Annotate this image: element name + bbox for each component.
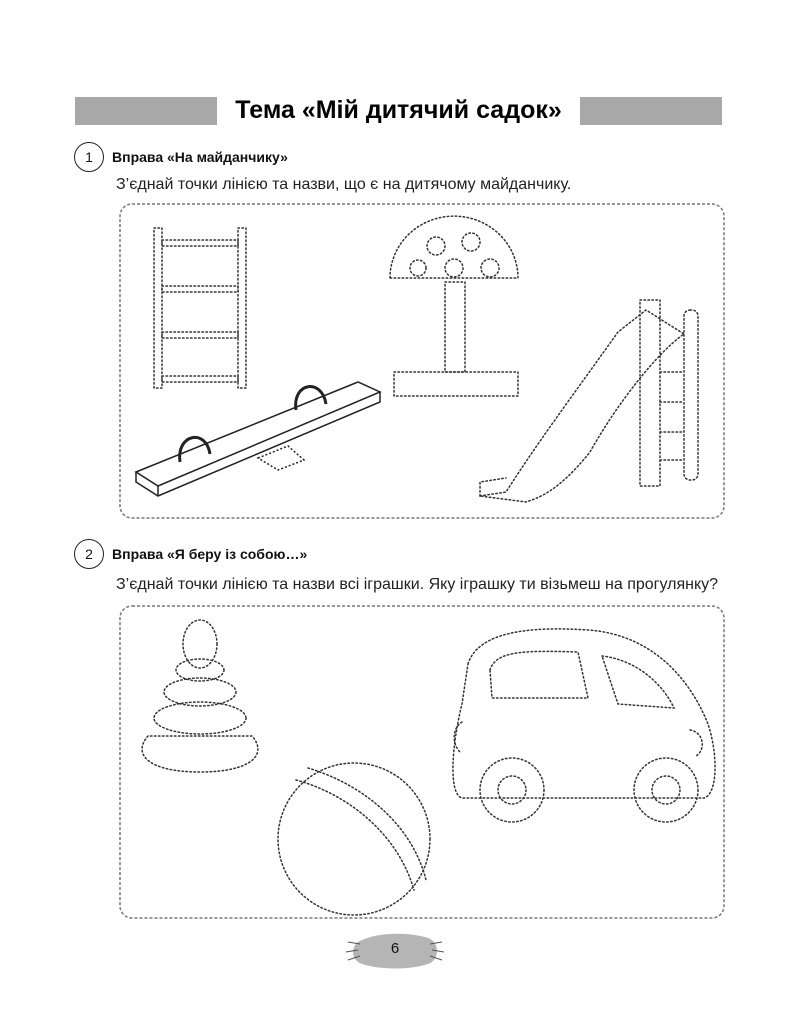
exercise-1-header [74,140,288,174]
exercise-2-number: 2 [74,539,104,569]
exercise-1-frame [118,202,726,520]
exercise-1-number: 1 [74,142,104,172]
page-title [75,95,722,125]
exercise-1-instruction: З’єднай точки лінією та назви, що є на дитячому майданчику. [116,176,572,193]
exercise-2-instruction: З’єднай точки лінією та назви всі іграшки. Яку іграшку ти візьмеш на прогулянку? [116,576,719,593]
page-title-text: Тема «Мій дитячий садок» [229,96,568,124]
ladder-dotted [154,228,246,388]
wavy-frame-border [120,204,724,518]
pyramid-toy-dotted [142,620,258,772]
playground-drawing [118,202,726,520]
exercise-2-frame [118,604,726,920]
wavy-frame-border [120,606,724,918]
car-dotted [453,629,715,822]
exercise-1-title: Вправа «На майданчику» [112,149,288,165]
toys-drawing [118,604,726,920]
exercise-2-title: Вправа «Я беру із собою…» [112,546,308,562]
seesaw-outline [136,382,380,496]
slide-dotted [480,300,698,502]
page-number-badge [340,930,450,970]
mushroom-dotted [390,216,518,396]
ball-dotted [278,763,430,915]
title-band [75,97,722,125]
exercise-2-header [74,537,307,571]
page-number: 6 [390,940,400,957]
